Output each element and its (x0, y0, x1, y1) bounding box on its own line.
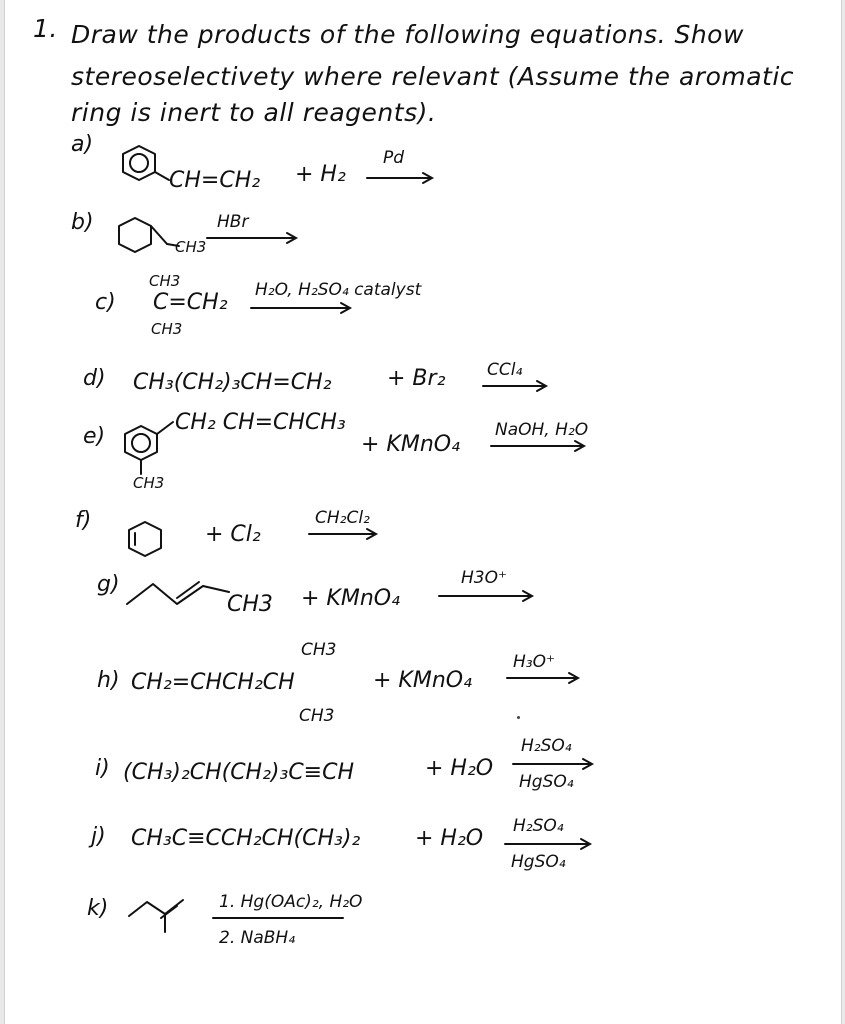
reaction-e-substrate: CH₂ CH=CHCH₃ (175, 410, 346, 435)
reaction-g-label: g) (97, 572, 120, 597)
reaction-i-substrate: (CH₃)₂CH(CH₂)₃C≡CH (123, 760, 355, 785)
reaction-d-arrow (481, 378, 551, 397)
reaction-h-arrow (505, 670, 583, 689)
reaction-i-label: i) (95, 756, 110, 781)
reaction-a-plus-reagent: + H₂ (295, 162, 346, 187)
reaction-e-arrow (489, 438, 589, 457)
reaction-h-substrate: CH₂=CHCH₂CH (131, 670, 295, 695)
reaction-f-reagent: CH₂Cl₂ (315, 508, 370, 528)
reaction-j-substrate: CH₃C≡CCH₂CH(CH₃)₂ (131, 826, 361, 851)
reaction-e-bottom-methyl: CH3 (133, 474, 165, 492)
reaction-a-reagent: Pd (383, 148, 405, 168)
benzene-ring-a-structure (121, 144, 171, 194)
reaction-b-methyl: CH3 (175, 238, 207, 256)
stray-dot-mark (517, 716, 520, 719)
reaction-i-reagent-top: H₂SO₄ (521, 736, 572, 756)
reaction-h-reagent: H₃O⁺ (513, 652, 555, 672)
reaction-d-reagent: CCl₄ (487, 360, 523, 380)
reaction-b-label: b) (71, 210, 94, 235)
reaction-a-substrate: CH=CH₂ (169, 168, 261, 193)
reaction-g-reagent: H3O⁺ (461, 568, 507, 588)
reaction-b-reagent: HBr (217, 212, 249, 232)
reaction-k-reagent-bottom: 2. NaBH₄ (219, 928, 296, 948)
instruction-line-3: ring is inert to all reagents). (71, 98, 437, 127)
reaction-j-label: j) (91, 824, 106, 849)
reaction-j-reagent-top: H₂SO₄ (513, 816, 564, 836)
reaction-i-reagent-bottom: HgSO₄ (519, 772, 574, 792)
reaction-k-reagent-top: 1. Hg(OAc)₂, H₂O (219, 892, 363, 912)
reaction-e-reagent: NaOH, H₂O (495, 420, 589, 440)
instruction-line-2: stereoselectivety where relevant (Assume the aromatic (71, 62, 795, 91)
reaction-d-substrate: CH₃(CH₂)₃CH=CH₂ (133, 370, 332, 395)
reaction-f-plus-reagent: + Cl₂ (205, 522, 261, 547)
reaction-g-methyl: CH3 (227, 592, 273, 617)
reaction-c-arrow (249, 300, 357, 319)
reaction-h-top-methyl: CH3 (301, 640, 337, 660)
reaction-c-top-methyl: CH3 (149, 272, 181, 290)
reaction-h-label: h) (97, 668, 120, 693)
alkene-g-skeletal-structure (125, 574, 235, 624)
reaction-c-substrate: C=CH₂ (153, 290, 228, 315)
reaction-a-label: a) (71, 132, 94, 157)
reaction-e-plus-reagent: + KMnO₄ (361, 432, 460, 457)
reaction-g-plus-reagent: + KMnO₄ (301, 586, 400, 611)
alkene-k-skeletal-structure (127, 896, 197, 936)
cyclohexene-f-structure (127, 520, 171, 564)
reaction-d-label: d) (83, 366, 106, 391)
worksheet-page (4, 0, 842, 1024)
question-number: 1. (33, 14, 58, 43)
reaction-k-label: k) (87, 896, 109, 921)
reaction-g-arrow (437, 588, 537, 607)
reaction-c-label: c) (95, 290, 116, 315)
reaction-j-plus-reagent: + H₂O (415, 826, 484, 851)
reaction-f-arrow (307, 526, 381, 545)
reaction-f-label: f) (75, 508, 92, 533)
reaction-h-bottom-methyl: CH3 (299, 706, 335, 726)
reaction-b-arrow (205, 230, 301, 249)
reaction-j-reagent-bottom: HgSO₄ (511, 852, 566, 872)
reaction-c-reagent: H₂O, H₂SO₄ catalyst (255, 280, 422, 300)
reaction-a-arrow (365, 170, 437, 189)
instruction-line-1: Draw the products of the following equations. Show (71, 20, 744, 49)
reaction-h-plus-reagent: + KMnO₄ (373, 668, 472, 693)
reaction-c-bottom-methyl: CH3 (151, 320, 183, 338)
reaction-e-label: e) (83, 424, 106, 449)
reaction-k-arrow (211, 910, 351, 929)
reaction-d-plus-reagent: + Br₂ (387, 366, 446, 391)
reaction-i-plus-reagent: + H₂O (425, 756, 494, 781)
